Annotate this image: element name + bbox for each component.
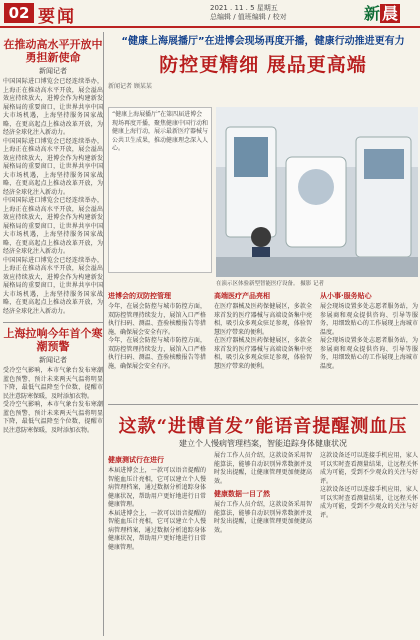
left-story1-text: 中国国际进口博览会已经连续举办，上海正在推动高水平开放，展会溢出效应持续放大，进博会作为构建新发展格局的重要窗口，让世界共享中国大市场机遇，上海坚持服务国家战略，在更高起点上推动改革开放，为经济全球化注入新动力。 [3, 78, 103, 136]
story-divider [108, 404, 418, 405]
story1-col1-text: 今年，在展会防控与城市防控方面，双防控管理持续发力，展馆入口严格执行扫码、测温、查验核酸报告等措施，确保展会安全有序。 [108, 303, 206, 336]
story1-col3-text-cont: 展会现场设置多处志愿者服务站，为参展商和观众提供咨询、引导等服务，用细致贴心的工作展现上海城市温度。 [320, 337, 418, 370]
story1-intro-box: “健康上海展播厅”在第四届进博会现场再度开播，聚焦健康中国行动和健康上海行动，展示最新医疗器械与公共卫生成果，推动健康理念深入人心。 [108, 107, 212, 273]
left-story1-title: 在推动高水平开放中勇担新使命 [3, 38, 103, 64]
story1-col1-text-cont: 今年，在展会防控与城市防控方面，双防控管理持续发力，展馆入口严格执行扫码、测温、查验核酸报告等措施，确保展会安全有序。 [108, 337, 206, 370]
story2-col2-text: 展台工作人员介绍，这款设备采用智能算法，能够自动识别异常数据并及时发出提醒，让健康管理更加便捷高效。 [214, 452, 312, 485]
header-date: 2021 . 11 . 5 星期五 [210, 4, 278, 12]
story2-col3 [320, 452, 418, 520]
story1-col3 [320, 288, 418, 371]
left-story1-byline: 新闻记者 [39, 67, 67, 75]
story2-col1 [108, 452, 206, 552]
story2-col3-text: 这款设备还可以连接手机应用，家人可以实时查看测量结果，让远程关怀成为可能，受到不少观众的关注与好评。 [320, 452, 418, 485]
left-story2-text-cont: 受冷空气影响，本市气象台发布寒潮蓝色预警，预计未来两天气温将明显下降，最低气温降至个位数，提醒市民注意防寒保暖，及时添加衣物。 [3, 401, 103, 434]
story2-col3-text-cont: 这款设备还可以连接手机应用，家人可以实时查看测量结果，让远程关怀成为可能，受到不少观众的关注与好评。 [320, 486, 418, 519]
main-area [108, 32, 418, 370]
left-story1-text-cont2: 中国国际进口博览会已经连续举办，上海正在推动高水平开放，展会溢出效应持续放大，进博会作为构建新发展格局的重要窗口，让世界共享中国大市场机遇，上海坚持服务国家战略，在更高起点上推动改革开放，为经济全球化注入新动力。 [3, 197, 103, 255]
header-editors: 总编辑 / 值班编辑 / 校对 [210, 13, 287, 21]
left-story2-byline: 新闻记者 [39, 356, 67, 364]
story1-col2-text-cont: 在医疗器械及医药保健展区，多款全球首发的医疗器械与高端设备集中亮相，吸引众多观众驻足参观，体验智慧医疗带来的便利。 [214, 337, 312, 370]
story2-col1-text: 本届进博会上，一款可以语音提醒的智能血压计亮相，它可以建立个人慢病管理档案，通过数据分析追踪身体健康状况，帮助用户更好地进行日常健康管理。 [108, 467, 206, 508]
story2-col2 [214, 452, 312, 535]
page-number: 02 [4, 3, 34, 23]
story1-col2 [214, 288, 312, 371]
story2-col1-head: 健康测试行在进行 [108, 456, 164, 464]
story2-headline: 这款“进博首发”能语音提醒测血压 [118, 416, 408, 437]
section-title: 要闻 [38, 7, 76, 27]
left-story1-text-cont3: 中国国际进口博览会已经连续举办，上海正在推动高水平开放，展会溢出效应持续放大，进博会作为构建新发展格局的重要窗口，让世界共享中国大市场机遇，上海坚持服务国家战略，在更高起点上推动改革开放，为经济全球化注入新动力。 [3, 256, 103, 315]
story1-col3-text: 展会现场设置多处志愿者服务站，为参展商和观众提供咨询、引导等服务，用细致贴心的工作展现上海城市温度。 [320, 303, 418, 336]
story2-col2-head: 健康数据一目了然 [214, 490, 270, 498]
story1-col2-text: 在医疗器械及医药保健展区，多款全球首发的医疗器械与高端设备集中亮相，吸引众多观众驻足参观，体验智慧医疗带来的便利。 [214, 303, 312, 336]
story1-headline: 防控更精细 展品更高端 [159, 54, 367, 76]
story1-byline: 新闻记者 顾某某 [108, 83, 152, 90]
exhibit-photo-image [216, 107, 418, 277]
story1-photo [216, 107, 418, 277]
story1-col1-head: 进博会的双防控管理 [108, 292, 171, 300]
story2-col2-text-cont: 展台工作人员介绍，这款设备采用智能算法，能够自动识别异常数据并及时发出提醒，让健康管理更加便捷高效。 [214, 501, 312, 534]
story1-photo-caption: 在演示区体验新型智能医疗设备。 摄影 记者 [216, 281, 324, 287]
story2-subhead: 建立个人慢病管理档案，智能追踪身体健康状况 [179, 439, 347, 448]
left-column [3, 32, 104, 636]
left-story2-title: 上海拉响今年首个寒潮预警 [3, 322, 103, 353]
story1-kicker: “健康上海展播厅”在进博会现场再度开播，健康行动推进更有力 [121, 36, 405, 47]
story1-col2-head: 高端医疗产品亮相 [214, 292, 270, 300]
header-meta [210, 4, 360, 22]
story1-col1 [108, 288, 206, 371]
story2-col1-text-cont: 本届进博会上，一款可以语音提醒的智能血压计亮相，它可以建立个人慢病管理档案，通过数据分析追踪身体健康状况，帮助用户更好地进行日常健康管理。 [108, 509, 206, 551]
left-story1-text-cont: 中国国际进口博览会已经连续举办，上海正在推动高水平开放，展会溢出效应持续放大，进博会作为构建新发展格局的重要窗口，让世界共享中国大市场机遇，上海坚持服务国家战略，在更高起点上推动改革开放，为经济全球化注入新动力。 [3, 137, 103, 196]
story1-col3-head: 从小事·服务贴心 [320, 292, 372, 300]
brand-logo: 新 晨 [364, 4, 399, 23]
left-story2-text: 受冷空气影响，本市气象台发布寒潮蓝色预警，预计未来两天气温将明显下降，最低气温降至个位数，提醒市民注意防寒保暖，及时添加衣物。 [3, 367, 103, 400]
page-header [0, 0, 420, 28]
